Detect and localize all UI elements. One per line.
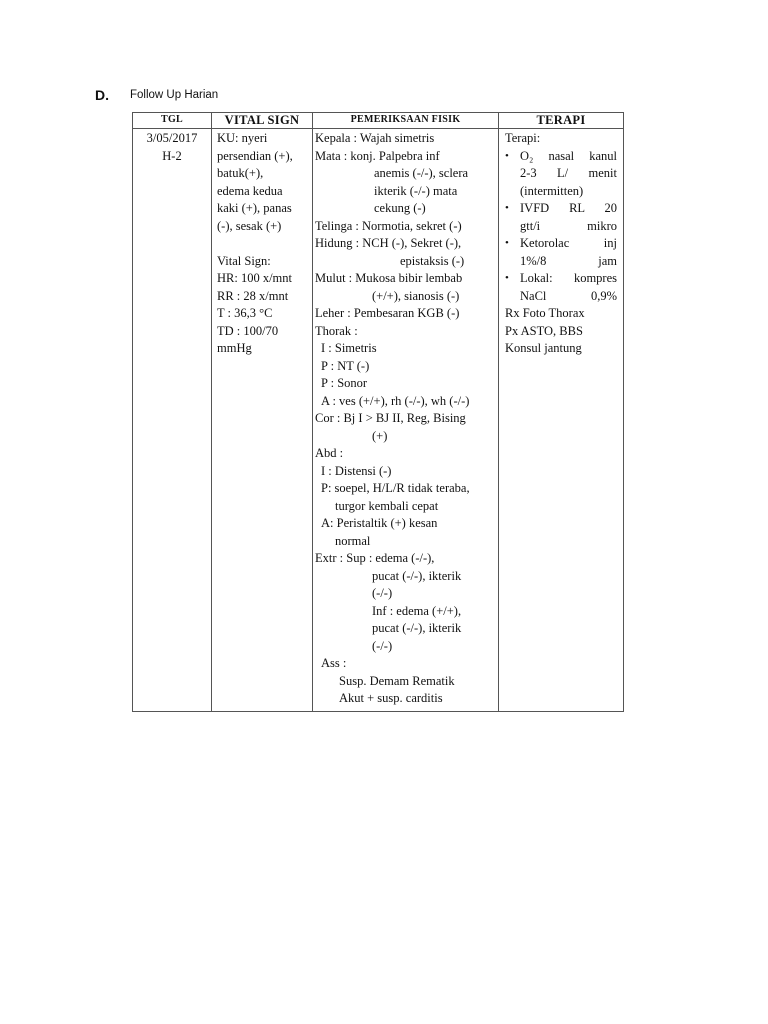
tgl-day: H-2 — [162, 148, 182, 163]
fisik-mata: Mata : konj. Palpebra inf — [315, 148, 440, 163]
list-item — [505, 270, 617, 305]
terapi-lokal: Lokal: kompres — [520, 271, 617, 285]
fisik-extr: (-/-) — [372, 638, 393, 653]
ku-line: (-), sesak (+) — [217, 218, 282, 233]
vital-td: TD : 100/70 — [217, 323, 279, 338]
fisik-ass-diagnosis: Susp. Demam Rematik — [339, 673, 455, 688]
abd-auskultasi: A: Peristaltik (+) kesan — [321, 516, 438, 530]
ku-line: kaki (+), panas — [217, 201, 292, 215]
tgl-date: 3/05/2017 — [146, 131, 198, 145]
terapi-o2: O₂ nasal kanul — [520, 148, 617, 163]
fisik-telinga: Telinga : Normotia, sekret (-) — [315, 218, 462, 233]
fisik-hidung: Hidung : NCH (-), Sekret (-), — [315, 236, 462, 250]
fisik-mata: anemis (-/-), sclera — [374, 166, 469, 180]
bullet-icon: • — [505, 237, 509, 249]
vital-rr: RR : 28 x/mnt — [217, 288, 289, 303]
vital-temp: T : 36,3 °C — [217, 306, 273, 320]
thorak-perkusi: P : Sonor — [321, 376, 368, 390]
list-item — [505, 235, 617, 270]
header-pemeriksaan-fisik: PEMERIKSAAN FISIK — [313, 113, 499, 129]
vital-td-unit: mmHg — [217, 341, 252, 355]
bullet-icon: • — [505, 202, 509, 214]
abd-palpasi: turgor kembali cepat — [335, 498, 439, 513]
thorak-auskultasi: A : ves (+/+), rh (-/-), wh (-/-) — [321, 393, 470, 408]
terapi-title: Terapi: — [505, 131, 541, 145]
vital-hr: HR: 100 x/mnt — [217, 271, 293, 285]
abd-auskultasi: normal — [335, 533, 371, 548]
cell-vital-sign — [212, 129, 313, 712]
fisik-extr: (-/-) — [372, 586, 393, 600]
cell-terapi — [499, 129, 624, 712]
terapi-ivfd: IVFD RL 20 — [520, 201, 617, 215]
fisik-mata: cekung (-) — [374, 201, 426, 215]
terapi-ivfd: gtt/i mikro — [520, 218, 617, 233]
cell-pemeriksaan-fisik — [313, 129, 499, 712]
section-heading — [95, 87, 219, 105]
section-letter: D. — [95, 87, 109, 103]
fisik-extr: pucat (-/-), ikterik — [372, 621, 462, 635]
fisik-ass: Ass : — [321, 656, 347, 670]
fisik-hidung: epistaksis (-) — [400, 253, 465, 268]
section-title: Follow Up Harian — [130, 89, 219, 101]
follow-up-table — [132, 112, 624, 712]
fisik-mulut: Mulut : Mukosa bibir lembab — [315, 271, 463, 285]
fisik-extr: Extr : Sup : edema (-/-), — [315, 551, 435, 565]
ku-line: persendian (+), — [217, 148, 293, 163]
vital-sign-title: Vital Sign: — [217, 253, 271, 268]
terapi-ketorolac: Ketorolac inj — [520, 236, 617, 250]
terapi-o2: (intermitten) — [520, 183, 584, 198]
terapi-lokal: NaCl 0,9% — [520, 288, 617, 303]
ku-line: edema kedua — [217, 183, 283, 198]
fisik-ass-diagnosis: Akut + susp. carditis — [339, 691, 443, 705]
bullet-icon: • — [505, 272, 509, 284]
list-item — [505, 148, 617, 201]
terapi-px: Px ASTO, BBS — [505, 323, 583, 338]
abd-inspeksi: I : Distensi (-) — [321, 463, 392, 478]
fisik-kepala: Kepala : Wajah simetris — [315, 131, 435, 145]
fisik-extr: Inf : edema (+/+), — [372, 603, 462, 618]
header-tgl: TGL — [133, 113, 212, 129]
ku-line: KU: nyeri — [217, 131, 268, 145]
table-row — [133, 129, 624, 712]
terapi-list — [505, 148, 617, 306]
fisik-mata: ikterik (-/-) mata — [374, 183, 458, 198]
cell-tgl — [133, 129, 212, 712]
table-header-row — [133, 113, 624, 129]
header-terapi: TERAPI — [499, 113, 624, 129]
thorak-inspeksi: I : Simetris — [321, 341, 377, 355]
fisik-mulut: (+/+), sianosis (-) — [372, 288, 460, 303]
fisik-extr: pucat (-/-), ikterik — [372, 568, 462, 583]
terapi-rx: Rx Foto Thorax — [505, 306, 585, 320]
fisik-abd: Abd : — [315, 446, 344, 460]
spacer — [217, 235, 312, 253]
thorak-palpasi: P : NT (-) — [321, 358, 370, 373]
bullet-icon: • — [505, 149, 509, 162]
terapi-ketorolac: 1%/8 jam — [520, 253, 617, 268]
fisik-leher: Leher : Pembesaran KGB (-) — [315, 306, 460, 320]
header-vital-sign: VITAL SIGN — [212, 113, 313, 129]
fisik-thorak: Thorak : — [315, 323, 358, 338]
fisik-cor: Cor : Bj I > BJ II, Reg, Bising — [315, 411, 466, 425]
abd-palpasi: P: soepel, H/L/R tidak teraba, — [321, 481, 470, 495]
terapi-o2: 2-3 L/ menit — [520, 166, 617, 180]
fisik-cor: (+) — [372, 428, 388, 443]
list-item — [505, 200, 617, 235]
ku-line: batuk(+), — [217, 166, 264, 180]
terapi-konsul: Konsul jantung — [505, 341, 582, 355]
